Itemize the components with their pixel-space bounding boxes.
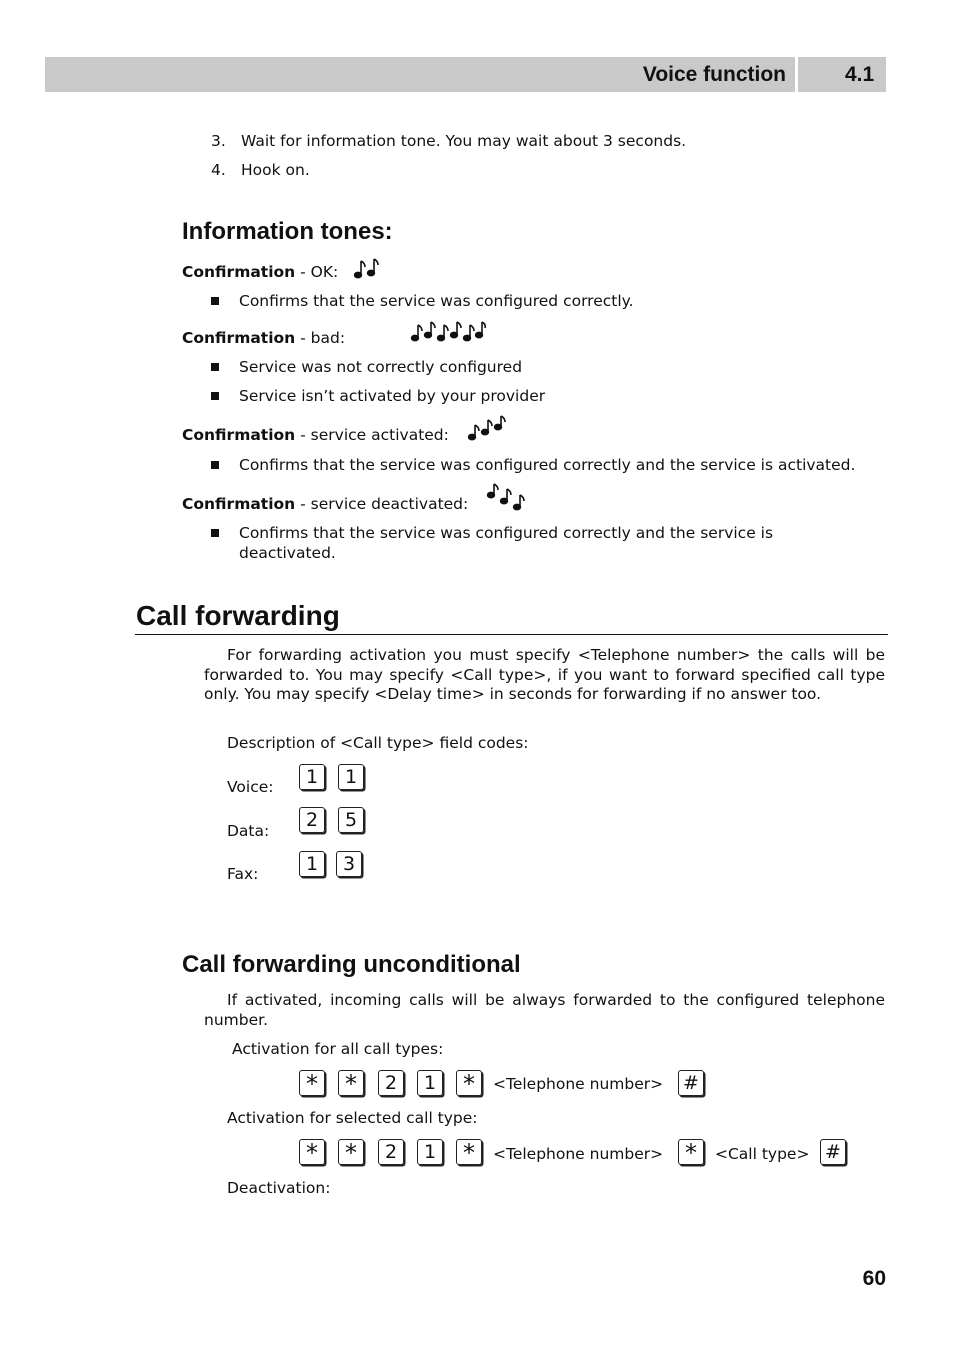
key-hash: # [678,1070,704,1096]
code-label-data: Data: [227,822,270,840]
key-hash: # [820,1139,846,1165]
key-2: 2 [378,1070,404,1096]
step-number: 3. [211,132,226,150]
key-star: * [299,1070,325,1096]
bullet-icon [211,363,219,371]
call-forwarding-intro: For forwarding activation you must specify <Telephone number> the calls will be forwarded to. You may specify <Call type>, if you want to forward specified call type only. You may specify <Delay time> in seconds for forwarding if no answer too. [204,646,885,703]
confirmation-activated-suffix: - service activated: [295,426,449,444]
bullet-icon [211,297,219,305]
bullet-text: Service isn’t activated by your provider [239,387,546,405]
confirmation-word: Confirmation [182,263,296,281]
codes-intro: Description of <Call type> field codes: [227,734,529,752]
key-2: 2 [299,807,325,833]
page-number: 60 [862,1267,886,1290]
tone-activated-icon [467,415,509,443]
bullet-icon [211,461,219,469]
activation-all-label: Activation for all call types: [232,1040,444,1058]
call-forwarding-heading: Call forwarding [136,600,340,631]
tone-ok-icon [353,257,381,281]
key-2: 2 [378,1139,404,1165]
bullet-text: Confirms that the service was configured correctly and the service is deactivated. [239,524,774,562]
heading-rule [135,634,888,635]
key-1: 1 [417,1139,443,1165]
confirmation-word: Confirmation [182,495,296,513]
confirmation-deactivated-suffix: - service deactivated: [295,495,469,513]
key-1: 1 [417,1070,443,1096]
bullet-icon [211,529,219,537]
key-star: * [456,1139,482,1165]
confirmation-activated-label [182,426,449,446]
tone-bad-icon [410,320,486,344]
bullet-icon [211,392,219,400]
key-1: 1 [299,764,325,790]
step-number: 4. [211,161,226,179]
header-separator [795,57,798,92]
step-text: Hook on. [241,161,310,179]
code-label-voice: Voice: [227,778,274,796]
confirmation-bad-suffix: - bad: [295,329,346,347]
telephone-number-placeholder: <Telephone number> [493,1075,664,1093]
confirmation-ok-label [182,263,338,283]
bullet-text: Confirms that the service was configured correctly and the service is activated. [239,456,856,474]
confirmation-word: Confirmation [182,426,296,444]
unconditional-heading: Call forwarding unconditional [182,951,521,978]
section-title: Voice function [642,63,786,86]
confirmation-bad-label [182,329,345,349]
key-star: * [299,1139,325,1165]
telephone-number-placeholder: <Telephone number> [493,1145,664,1163]
bullet-text: Confirms that the service was configured correctly. [239,292,634,310]
key-5: 5 [338,807,364,833]
activation-selected-label: Activation for selected call type: [227,1109,478,1127]
tone-deactivated-icon [486,483,528,513]
key-star: * [678,1139,704,1165]
key-star: * [338,1070,364,1096]
code-label-fax: Fax: [227,865,259,883]
confirmation-ok-suffix: - OK: [295,263,339,281]
step-text: Wait for information tone. You may wait about 3 seconds. [241,132,687,150]
key-star: * [338,1139,364,1165]
key-1: 1 [338,764,364,790]
key-star: * [456,1070,482,1096]
confirmation-word: Confirmation [182,329,296,347]
deactivation-label: Deactivation: [227,1179,331,1197]
confirmation-deactivated-label [182,495,468,515]
bullet-text: Service was not correctly configured [239,358,523,376]
key-3: 3 [336,851,362,877]
unconditional-intro: If activated, incoming calls will be always forwarded to the configured telephone number. [204,991,885,1029]
section-number: 4.1 [845,63,875,86]
call-type-placeholder: <Call type> [715,1145,810,1163]
key-1: 1 [299,851,325,877]
info-tones-heading: Information tones: [182,218,393,245]
